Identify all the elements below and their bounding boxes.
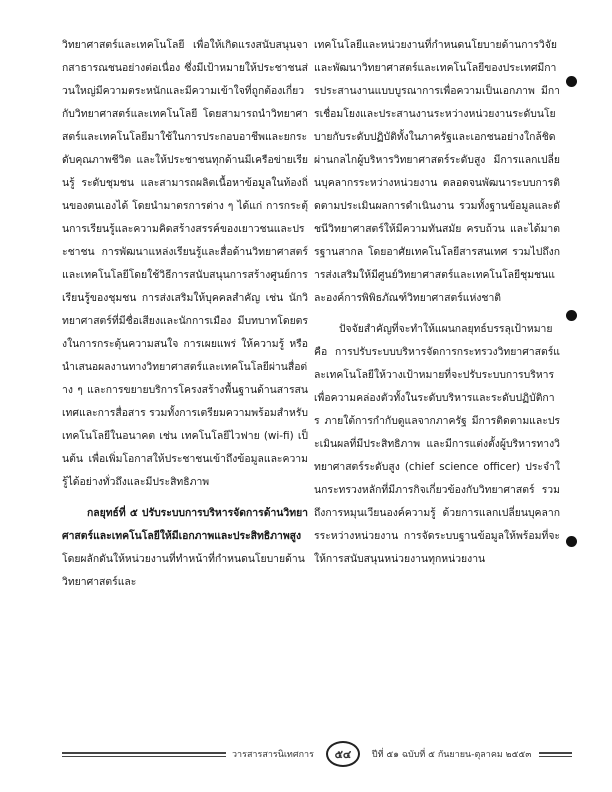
right-paragraph-1: เทคโนโลยีและหน่วยงานที่กำหนดนโยบายด้านการวิจัยและพัฒนาวิทยาศาสตร์และเทคโนโลยีของประเทศมีการประสานงานแบบบูรณาการเพื่อความเป็นเอกภาพ มีการเชื่อมโยงและประสานงานระหว่างหน่วยงานระดับนโยบายกับระดับปฏิบัติทั้งในภาครัฐและเอกชนอย่างใกล้ชิดผ่านกลไกผู้บริหารวิทยาศาสตร์ระดับสูง มีการแลกเปลี่ยนบุคลากรระหว่างหน่วยงาน ตลอดจนพัฒนาระบบการติดตามประเมินผลการดำเนินงาน รวมทั้งฐานข้อมูลและดัชนีวิทยาศาสตร์ให้มีความทันสมัย ครบถ้วน และได้มาตรฐานสากล โดยอาศัยเทคโนโลยีสารสนเทศ รวมไปถึงการส่งเสริมให้มีศูนย์วิทยาศาสตร์และเทคโนโลยีชุมชนและองค์การพิพิธภัณฑ์วิทยาศาสตร์แห่งชาติ <box>314 39 560 304</box>
left-column <box>62 34 308 594</box>
left-paragraph-2 <box>62 502 308 594</box>
page-footer <box>62 744 572 764</box>
strategy-5-heading: กลยุทธ์ที่ ๕ ปรับระบบการบริหารจัดการด้านวิทยาศาสตร์และเทคโนโลยีให้มีเอกภาพและประสิทธิภาพสูง <box>62 507 308 542</box>
page-number: ๕๔ <box>334 748 352 761</box>
right-paragraph-2: ปัจจัยสำคัญที่จะทำให้แผนกลยุทธ์บรรลุเป้าหมาย คือ การปรับระบบบริหารจัดการกระทรวงวิทยาศาสตร์และเทคโนโลยีให้วางเป้าหมายที่จะปรับระบบการบริหาร เพื่อความคล่องตัวทั้งในระดับบริหารและระดับปฏิบัติการ ภายใต้การกำกับดูแลจากภาครัฐ มีการติดตามและประเมินผลที่มีประสิทธิภาพ และมีการแต่งตั้งผู้บริหารทางวิทยาศาสตร์ระดับสูง (chief science officer) ประจำในกระทรวงหลักที่มีภารกิจเกี่ยวข้องกับวิทยาศาสตร์ รวมถึงการหมุนเวียนองค์ความรู้ ด้วยการแลกเปลี่ยนบุคลากรระหว่างหน่วยงาน การจัดระบบฐานข้อมูลให้พร้อมที่จะให้การสนับสนุนหน่วยงานทุกหน่วยงาน <box>314 323 560 565</box>
issue-info: ปีที่ ๕๑ ฉบับที่ ๕ กันยายน-ตุลาคม ๒๕๕๓ <box>371 750 532 760</box>
right-column <box>314 34 560 571</box>
strategy-5-body: โดยผลักดันให้หน่วยงานที่ทำหน้าที่กำหนดนโยบายด้านวิทยาศาสตร์และ <box>62 553 305 588</box>
page-number-badge <box>326 741 360 767</box>
footer-rule-right <box>539 752 572 757</box>
footer-rule-left <box>62 752 226 757</box>
binder-hole-middle <box>566 310 577 321</box>
journal-name: วารสารสารนิเทศการ <box>232 750 314 760</box>
binder-hole-top <box>566 76 577 87</box>
left-paragraph-1: วิทยาศาสตร์และเทคโนโลยี เพื่อให้เกิดแรงสนับสนุนจากสาธารณชนอย่างต่อเนื่อง ซึ่งมีเป้าหมายให้ประชาชนส่วนใหญ่มีความตระหนักและมีความเข้าใจที่ถูกต้องเกี่ยวกับวิทยาศาสตร์และเทคโนโลยี โดยสามารถนำวิทยาศาสตร์และเทคโนโลยีมาใช้ในการประกอบอาชีพและยกระดับคุณภาพชีวิต และให้ประชาชนทุกด้านมีเครือข่ายเรียนรู้ ระดับชุมชน และสามารถผลิตเนื้อหาข้อมูลในท้องถิ่นของตนเองได้ โดยนำมาตรการต่าง ๆ ได้แก่ การกระตุ้นการเรียนรู้และความคิดสร้างสรรค์ของเยาวชนและประชาชน การพัฒนาแหล่งเรียนรู้และสื่อด้านวิทยาศาสตร์และเทคโนโลยีโดยใช้วิธีการสนับสนุนการสร้างศูนย์การเรียนรู้ของชุมชน การส่งเสริมให้บุคคลสำคัญ เช่น นักวิทยาศาสตร์ที่มีชื่อเสียงและนักการเมือง มีบทบาทโดยตรงในการกระตุ้นความสนใจ การเผยแพร่ ให้ความรู้ หรือนำเสนอผลงานทางวิทยาศาสตร์และเทคโนโลยีผ่านสื่อต่าง ๆ และการขยายบริการโครงสร้างพื้นฐานด้านสารสนเทศและการสื่อสาร รวมทั้งการเตรียมความพร้อมสำหรับเทคโนโลยีในอนาคต เช่น เทคโนโลยีไวฟาย (wi-fi) เป็นต้น เพื่อเพิ่มโอกาสให้ประชาชนเข้าถึงข้อมูลและความรู้ได้อย่างทั่วถึงและมีประสิทธิภาพ <box>62 39 308 488</box>
binder-hole-bottom <box>566 536 577 547</box>
